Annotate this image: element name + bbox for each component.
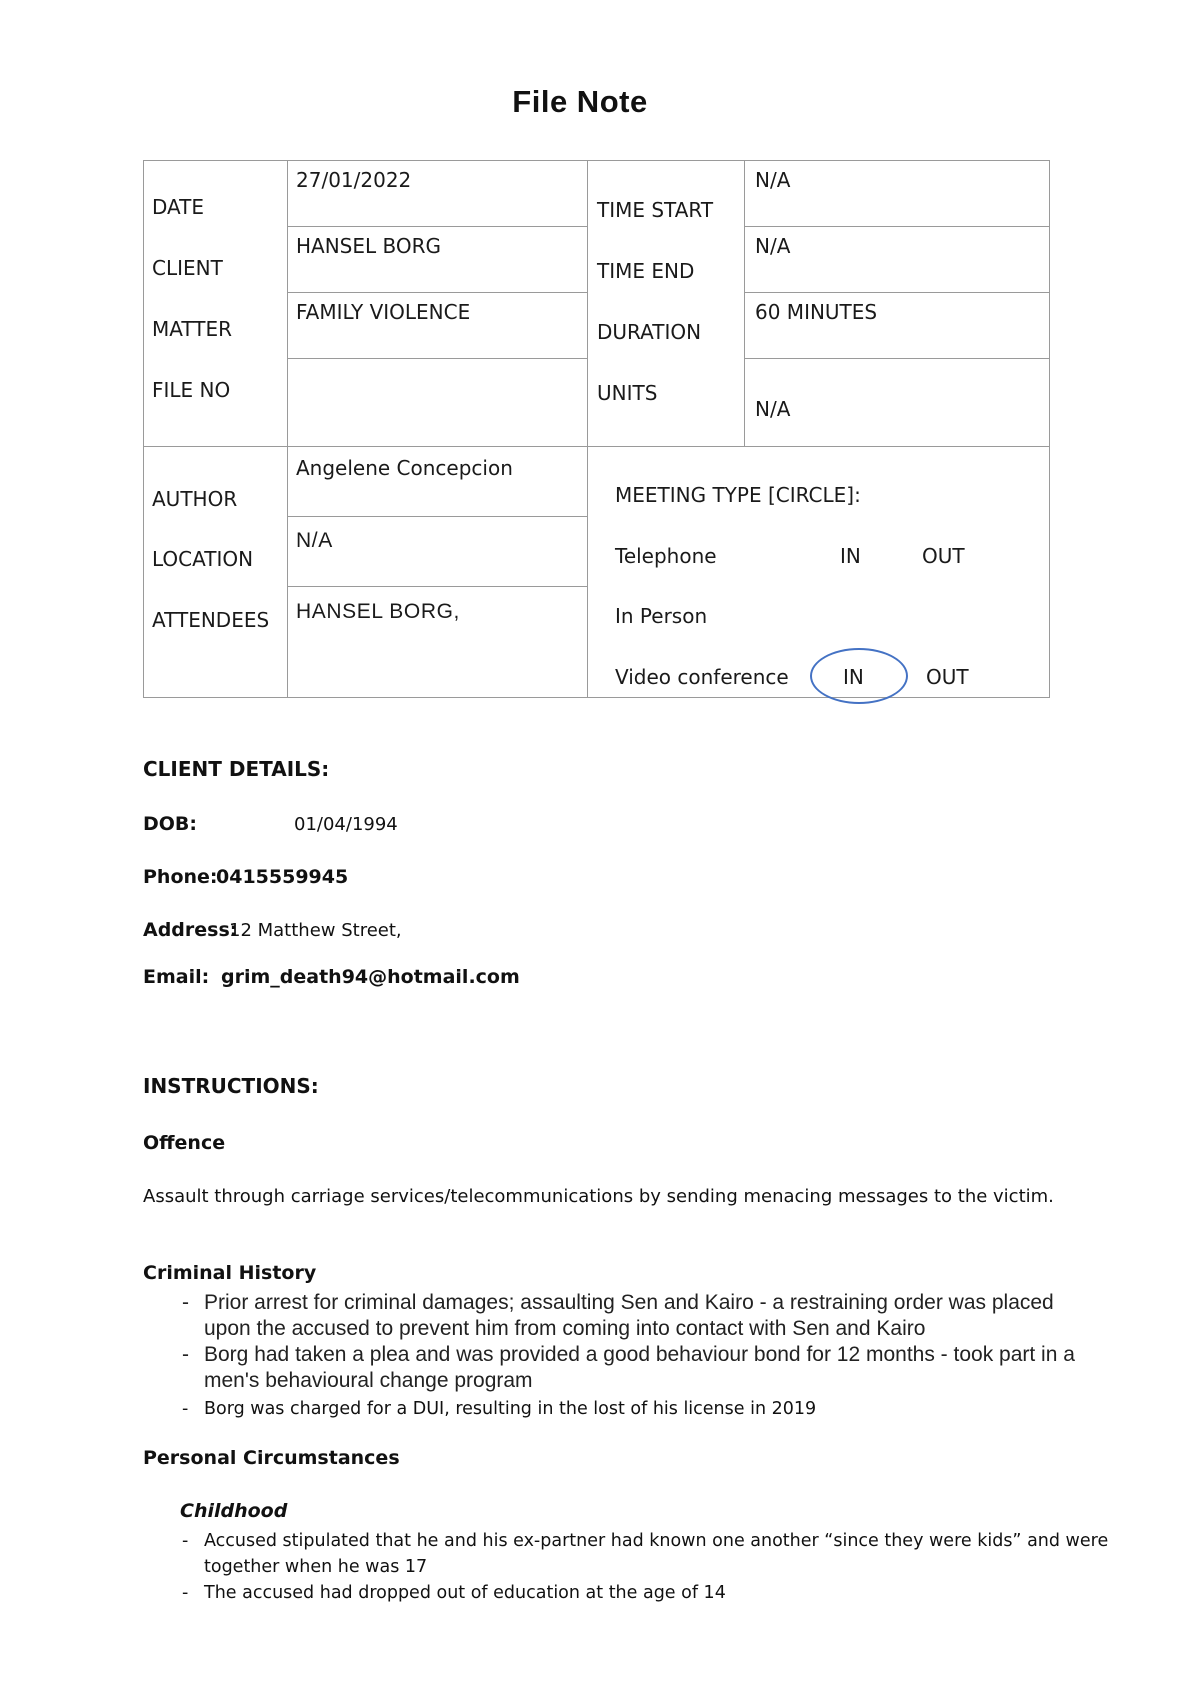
divider (287, 446, 288, 698)
divider (287, 516, 587, 517)
meeting-type-heading: MEETING TYPE [CIRCLE]: (615, 483, 861, 507)
phone-value: 0415559945 (216, 866, 349, 888)
phone-label: Phone: (143, 866, 218, 888)
divider (287, 160, 288, 447)
list-item-line: together when he was 17 (204, 1557, 428, 1577)
childhood-heading: Childhood (180, 1500, 288, 1522)
label-attendees: ATTENDEES (152, 608, 270, 632)
address-value: 12 Matthew Street, (229, 920, 402, 941)
dob-value: 01/04/1994 (294, 814, 398, 835)
list-item-line: Prior arrest for criminal damages; assaulting Sen and Kairo - a restraining order was placed (204, 1291, 1054, 1314)
meeting-telephone-in: IN (840, 544, 861, 568)
value-attendees: HANSEL BORG, (296, 600, 460, 623)
label-matter: MATTER (152, 317, 232, 341)
label-client: CLIENT (152, 256, 223, 280)
divider (587, 446, 588, 698)
value-date: 27/01/2022 (296, 168, 412, 192)
list-item (182, 1528, 1108, 1580)
label-file-no: FILE NO (152, 378, 231, 402)
divider (744, 160, 745, 447)
selection-circle (810, 648, 908, 704)
divider (287, 226, 587, 227)
value-author: Angelene Concepcion (296, 456, 513, 480)
personal-circumstances-heading: Personal Circumstances (143, 1447, 400, 1469)
page-title: File Note (512, 84, 648, 119)
list-item (182, 1396, 816, 1422)
email-value: grim_death94@hotmail.com (221, 966, 520, 988)
client-details-heading: CLIENT DETAILS: (143, 757, 330, 781)
label-date: DATE (152, 195, 205, 219)
list-item-line: Accused stipulated that he and his ex-partner had known one another “since they were kids” and were (204, 1531, 1109, 1551)
label-duration: DURATION (597, 320, 702, 344)
childhood-list (182, 1528, 1108, 1606)
meeting-in-person-label: In Person (615, 604, 708, 628)
dob-label: DOB: (143, 813, 198, 835)
divider (287, 358, 587, 359)
meeting-table-border (143, 446, 1050, 698)
value-time-end: N/A (755, 234, 791, 258)
divider (744, 226, 1050, 227)
criminal-history-heading: Criminal History (143, 1262, 317, 1284)
instructions-heading: INSTRUCTIONS: (143, 1074, 319, 1098)
list-item (182, 1580, 1108, 1606)
meeting-video-label: Video conference (615, 665, 789, 689)
divider (287, 292, 587, 293)
value-units: N/A (755, 397, 791, 421)
label-location: LOCATION (152, 547, 254, 571)
value-location: N/A (296, 529, 333, 552)
value-duration: 60 MINUTES (755, 300, 878, 324)
value-matter: FAMILY VIOLENCE (296, 300, 471, 324)
offence-text: Assault through carriage services/telecommunications by sending menacing messages to the victim. (143, 1186, 1054, 1207)
address-label: Address: (143, 919, 238, 941)
label-time-end: TIME END (597, 259, 695, 283)
label-time-start: TIME START (597, 198, 714, 222)
meeting-video-out: OUT (926, 665, 969, 689)
value-client: HANSEL BORG (296, 234, 442, 258)
list-item (182, 1290, 1075, 1342)
divider (587, 160, 588, 447)
label-units: UNITS (597, 381, 658, 405)
divider (744, 358, 1050, 359)
divider (744, 292, 1050, 293)
list-item-line: Borg had taken a plea and was provided a good behaviour bond for 12 months - took part in a (204, 1343, 1075, 1366)
list-item-line: Borg was charged for a DUI, resulting in the lost of his license in 2019 (204, 1399, 817, 1419)
list-item-line: The accused had dropped out of education at the age of 14 (204, 1583, 726, 1603)
list-item-line: men's behavioural change program (204, 1369, 533, 1392)
meeting-telephone-label: Telephone (615, 544, 717, 568)
email-label: Email: (143, 966, 210, 988)
label-author: AUTHOR (152, 487, 238, 511)
criminal-history-list-extra (182, 1396, 816, 1422)
list-item (182, 1342, 1075, 1394)
divider (287, 586, 587, 587)
meeting-video-in: IN (843, 665, 864, 689)
value-time-start: N/A (755, 168, 791, 192)
criminal-history-list (182, 1290, 1075, 1394)
offence-heading: Offence (143, 1132, 226, 1154)
list-item-line: upon the accused to prevent him from coming into contact with Sen and Kairo (204, 1317, 926, 1340)
meeting-telephone-out: OUT (922, 544, 965, 568)
